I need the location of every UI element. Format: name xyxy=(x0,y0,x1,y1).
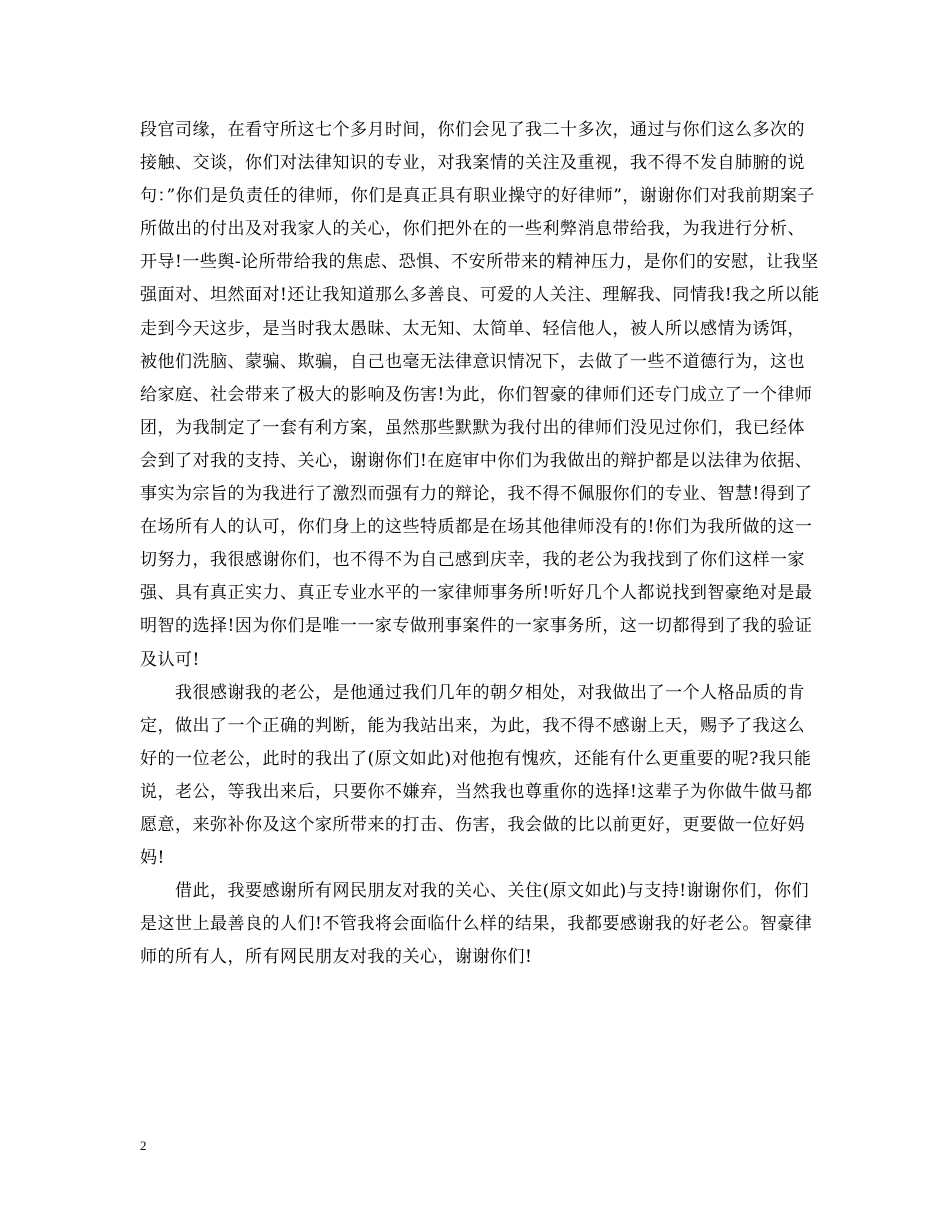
paragraph-2: 我很感谢我的老公，是他通过我们几年的朝夕相处，对我做出了一个人格品质的肯定，做出了一个正确的判断，能为我站出来，为此，我不得不感谢上天，赐予了我这么好的一位老公，此时的我出了(原文如此)对他抱有愧疚，还能有什么更重要的呢?我只能说，老公，等我出来后，只要你不嫌弃，当然我也尊重你的选择!这辈子为你做牛做马都愿意，来弥补你及这个家所带来的打击、伤害，我会做的比以前更好，更要做一位好妈妈! xyxy=(140,682,813,869)
page-number: 2 xyxy=(140,1138,147,1153)
paragraph-1: 段官司缘，在看守所这七个多月时间，你们会见了我二十多次，通过与你们这么多次的接触、交谈，你们对法律知识的专业，对我案情的关注及重视，我不得不发自肺腑的说句：”你们是负责任的律师，你们是真正具有职业操守的好律师”，谢谢你们对我前期案子所做出的付出及对我家人的关心，你们把外在的一些利弊消息带给我，为我进行分析、开导!一些舆-论所带给我的焦虑、恐惧、不安所带来的精神压力，是你们的安慰，让我坚强面对、坦然面对!还让我知道那么多善良、可爱的人关注、理解我、同情我!我之所以能走到今天这步，是当时我太愚昧、太无知、太简单、轻信他人，被人所以感情为诱饵，被他们洗脑、蒙骗、欺骗，自己也毫无法律意识情况下，去做了一些不道德行为，这也给家庭、社会带来了极大的影响及伤害!为此，你们智豪的律师们还专门成立了一个律师团，为我制定了一套有利方案，虽然那些默默为我付出的律师们没见过你们，我已经体会到了对我的支持、关心，谢谢你们!在庭审中你们为我做出的辩护都是以法律为依据、事实为宗旨的为我进行了激烈而强有力的辩论，我不得不佩服你们的专业、智慧!得到了在场所有人的认可，你们身上的这些特质都是在场其他律师没有的!你们为我所做的这一切努力，我很感谢你们，也不得不为自己感到庆幸，我的老公为我找到了你们这样一家强、具有真正实力、真正专业水平的一家律师事务所!听好几个人都说找到智豪绝对是最明智的选择!因为你们是唯一一家专做刑事案件的一家事务所，这一切都得到了我的验证及认可! xyxy=(140,120,820,670)
document-body xyxy=(140,114,820,974)
paragraph-3: 借此，我要感谢所有网民朋友对我的关心、关住(原文如此)与支持!谢谢你们，你们是这世上最善良的人们!不管我将会面临什么样的结果，我都要感谢我的好老公。智豪律师的所有人，所有网民朋友对我的关心，谢谢你们! xyxy=(140,881,813,968)
